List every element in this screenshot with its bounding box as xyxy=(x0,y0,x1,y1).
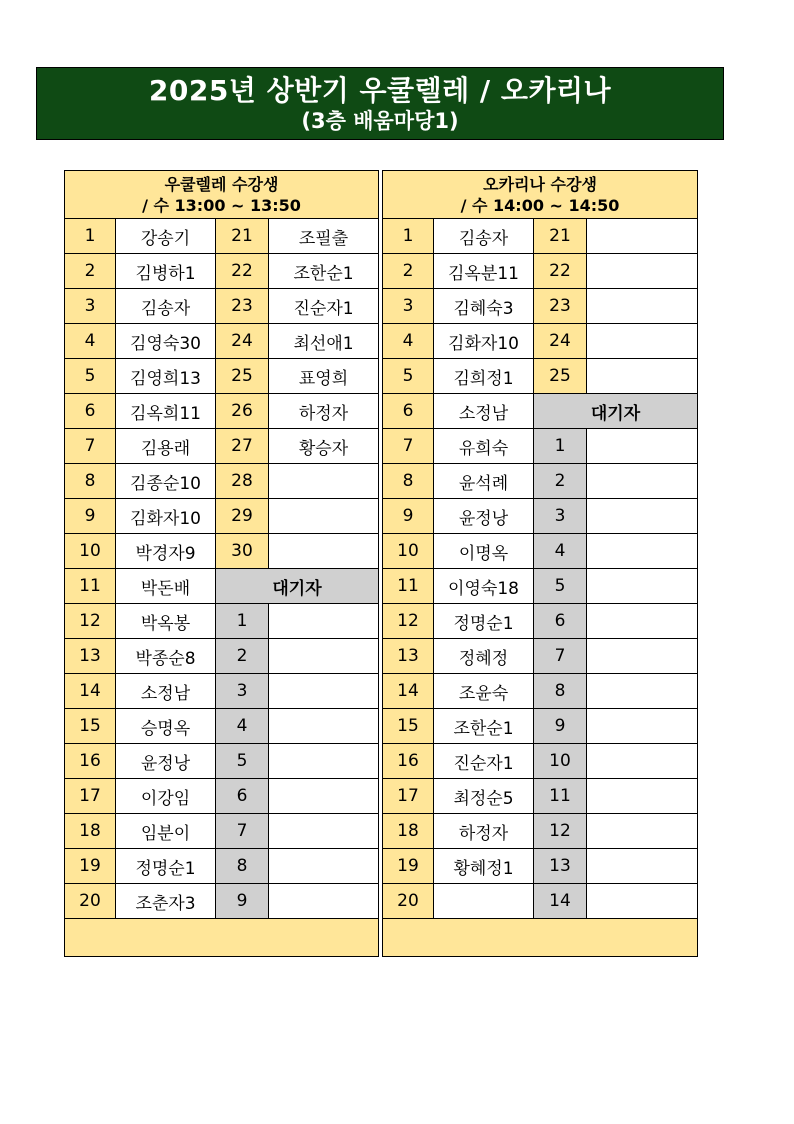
table-row xyxy=(383,219,698,254)
student-name: 최선애1 xyxy=(269,324,379,359)
table-row xyxy=(383,639,698,674)
student-number: 20 xyxy=(65,884,116,919)
student-name: 하정자 xyxy=(434,814,534,849)
student-number: 23 xyxy=(216,289,269,324)
student-name: 김송자 xyxy=(434,219,534,254)
table-footer-row xyxy=(383,919,698,957)
table-header xyxy=(383,171,698,219)
waitlist-number: 4 xyxy=(534,534,587,569)
table-row xyxy=(383,849,698,884)
title-banner xyxy=(36,67,724,140)
table-row xyxy=(65,674,379,709)
waitlist-name xyxy=(587,779,698,814)
student-number: 25 xyxy=(216,359,269,394)
waitlist-name xyxy=(269,709,379,744)
waitlist-number: 6 xyxy=(216,779,269,814)
student-number: 15 xyxy=(383,709,434,744)
waitlist-name xyxy=(587,884,698,919)
table-row xyxy=(383,534,698,569)
waitlist-number: 4 xyxy=(216,709,269,744)
table-row xyxy=(383,254,698,289)
student-name: 황승자 xyxy=(269,429,379,464)
waitlist-number: 7 xyxy=(216,814,269,849)
ukulele-roster-table xyxy=(64,170,379,957)
student-name xyxy=(587,219,698,254)
student-name xyxy=(434,884,534,919)
student-name: 김용래 xyxy=(116,429,216,464)
student-name: 이영숙18 xyxy=(434,569,534,604)
waitlist-number: 13 xyxy=(534,849,587,884)
student-name: 김병하1 xyxy=(116,254,216,289)
student-number: 19 xyxy=(383,849,434,884)
waitlist-name xyxy=(269,674,379,709)
student-name: 소정남 xyxy=(116,674,216,709)
table-row xyxy=(383,324,698,359)
waitlist-name xyxy=(587,744,698,779)
table-row xyxy=(383,884,698,919)
student-name xyxy=(587,359,698,394)
table-row xyxy=(65,394,379,429)
table-row xyxy=(65,464,379,499)
student-number: 7 xyxy=(383,429,434,464)
waitlist-number: 2 xyxy=(216,639,269,674)
student-name: 진순자1 xyxy=(434,744,534,779)
student-number: 2 xyxy=(65,254,116,289)
table-row xyxy=(383,394,698,429)
student-number: 22 xyxy=(534,254,587,289)
student-number: 21 xyxy=(534,219,587,254)
student-name: 조춘자3 xyxy=(116,884,216,919)
waitlist-number: 1 xyxy=(216,604,269,639)
waitlist-name xyxy=(587,674,698,709)
table-row xyxy=(65,604,379,639)
student-name: 조한순1 xyxy=(434,709,534,744)
student-number: 1 xyxy=(383,219,434,254)
waitlist-number: 7 xyxy=(534,639,587,674)
student-name: 박종순8 xyxy=(116,639,216,674)
student-name: 김옥희11 xyxy=(116,394,216,429)
student-name: 김화자10 xyxy=(434,324,534,359)
student-number: 9 xyxy=(65,499,116,534)
table-header xyxy=(65,171,379,219)
ocarina-roster-table xyxy=(382,170,698,957)
student-name: 조윤숙 xyxy=(434,674,534,709)
student-number: 11 xyxy=(383,569,434,604)
student-name: 이강임 xyxy=(116,779,216,814)
waitlist-name xyxy=(587,534,698,569)
table-row xyxy=(383,674,698,709)
table-row xyxy=(65,849,379,884)
waitlist-number: 12 xyxy=(534,814,587,849)
student-name xyxy=(269,464,379,499)
student-name xyxy=(587,324,698,359)
class-schedule: / 수 13:00 ~ 13:50 xyxy=(142,195,301,215)
student-number: 27 xyxy=(216,429,269,464)
student-name: 윤정낭 xyxy=(434,499,534,534)
student-number: 17 xyxy=(383,779,434,814)
student-name: 강송기 xyxy=(116,219,216,254)
student-number: 6 xyxy=(383,394,434,429)
waitlist-name xyxy=(587,849,698,884)
table-row xyxy=(383,289,698,324)
student-number: 7 xyxy=(65,429,116,464)
student-number: 13 xyxy=(383,639,434,674)
table-row xyxy=(383,709,698,744)
table-row xyxy=(65,324,379,359)
student-number: 14 xyxy=(383,674,434,709)
student-name: 정명순1 xyxy=(434,604,534,639)
student-number: 10 xyxy=(383,534,434,569)
student-name: 윤정낭 xyxy=(116,744,216,779)
waitlist-number: 3 xyxy=(534,499,587,534)
table-header-row xyxy=(65,171,379,219)
student-number: 4 xyxy=(65,324,116,359)
student-name: 승명옥 xyxy=(116,709,216,744)
student-number: 23 xyxy=(534,289,587,324)
waitlist-name xyxy=(269,779,379,814)
student-number: 26 xyxy=(216,394,269,429)
table-row xyxy=(65,499,379,534)
student-name: 정혜정 xyxy=(434,639,534,674)
student-name: 박돈배 xyxy=(116,569,216,604)
waitlist-name xyxy=(269,814,379,849)
waitlist-name xyxy=(587,499,698,534)
student-name: 임분이 xyxy=(116,814,216,849)
table-row xyxy=(383,569,698,604)
student-name: 표영희 xyxy=(269,359,379,394)
table-row xyxy=(65,569,379,604)
student-name: 김송자 xyxy=(116,289,216,324)
student-name: 김영숙30 xyxy=(116,324,216,359)
student-number: 3 xyxy=(65,289,116,324)
waitlist-number: 9 xyxy=(534,709,587,744)
table-row xyxy=(65,359,379,394)
table-row xyxy=(65,534,379,569)
waitlist-number: 9 xyxy=(216,884,269,919)
student-number: 25 xyxy=(534,359,587,394)
table-header-row xyxy=(383,171,698,219)
student-name: 황혜정1 xyxy=(434,849,534,884)
waitlist-name xyxy=(587,639,698,674)
table-footer-row xyxy=(65,919,379,957)
student-number: 4 xyxy=(383,324,434,359)
table-row xyxy=(65,429,379,464)
student-name: 김종순10 xyxy=(116,464,216,499)
table-row xyxy=(65,744,379,779)
waitlist-name xyxy=(269,849,379,884)
student-number: 3 xyxy=(383,289,434,324)
student-number: 8 xyxy=(65,464,116,499)
student-name: 김영희13 xyxy=(116,359,216,394)
waitlist-number: 2 xyxy=(534,464,587,499)
waitlist-number: 8 xyxy=(216,849,269,884)
table-row xyxy=(383,814,698,849)
student-number: 2 xyxy=(383,254,434,289)
table-row xyxy=(65,814,379,849)
student-name: 이명옥 xyxy=(434,534,534,569)
waitlist-name xyxy=(269,604,379,639)
student-number: 17 xyxy=(65,779,116,814)
student-name xyxy=(587,254,698,289)
student-number: 1 xyxy=(65,219,116,254)
page-title: 2025년 상반기 우쿨렐레 / 오카리나 xyxy=(148,74,612,107)
footer-cell xyxy=(65,919,379,957)
table-row xyxy=(383,499,698,534)
table-row xyxy=(383,359,698,394)
waitlist-name xyxy=(269,744,379,779)
student-number: 5 xyxy=(65,359,116,394)
student-name: 하정자 xyxy=(269,394,379,429)
waitlist-number: 10 xyxy=(534,744,587,779)
student-name: 김희정1 xyxy=(434,359,534,394)
waitlist-number: 14 xyxy=(534,884,587,919)
waitlist-label: 대기자 xyxy=(534,394,698,429)
class-name: 우쿨렐레 수강생 xyxy=(164,174,279,194)
student-number: 16 xyxy=(383,744,434,779)
student-number: 19 xyxy=(65,849,116,884)
student-number: 21 xyxy=(216,219,269,254)
student-name: 진순자1 xyxy=(269,289,379,324)
student-name: 김혜숙3 xyxy=(434,289,534,324)
student-number: 14 xyxy=(65,674,116,709)
student-name: 조한순1 xyxy=(269,254,379,289)
student-number: 24 xyxy=(534,324,587,359)
student-number: 11 xyxy=(65,569,116,604)
student-name: 김옥분11 xyxy=(434,254,534,289)
student-number: 12 xyxy=(65,604,116,639)
footer-cell xyxy=(383,919,698,957)
student-name: 조필출 xyxy=(269,219,379,254)
student-number: 15 xyxy=(65,709,116,744)
student-number: 30 xyxy=(216,534,269,569)
waitlist-number: 1 xyxy=(534,429,587,464)
waitlist-name xyxy=(587,814,698,849)
waitlist-name xyxy=(269,639,379,674)
table-row xyxy=(383,744,698,779)
table-row xyxy=(65,779,379,814)
waitlist-number: 5 xyxy=(216,744,269,779)
waitlist-name xyxy=(587,464,698,499)
class-schedule: / 수 14:00 ~ 14:50 xyxy=(460,195,620,215)
table-row xyxy=(383,779,698,814)
waitlist-name xyxy=(587,604,698,639)
table-row xyxy=(65,639,379,674)
student-number: 12 xyxy=(383,604,434,639)
waitlist-number: 3 xyxy=(216,674,269,709)
student-number: 13 xyxy=(65,639,116,674)
table-row xyxy=(65,254,379,289)
student-number: 16 xyxy=(65,744,116,779)
student-name: 박옥봉 xyxy=(116,604,216,639)
student-number: 22 xyxy=(216,254,269,289)
student-number: 20 xyxy=(383,884,434,919)
waitlist-number: 5 xyxy=(534,569,587,604)
waitlist-name xyxy=(587,429,698,464)
student-number: 9 xyxy=(383,499,434,534)
waitlist-number: 8 xyxy=(534,674,587,709)
student-number: 5 xyxy=(383,359,434,394)
class-name: 오카리나 수강생 xyxy=(483,174,597,194)
student-name: 김화자10 xyxy=(116,499,216,534)
table-row xyxy=(383,604,698,639)
student-number: 18 xyxy=(65,814,116,849)
student-number: 6 xyxy=(65,394,116,429)
waitlist-number: 6 xyxy=(534,604,587,639)
student-number: 24 xyxy=(216,324,269,359)
student-number: 29 xyxy=(216,499,269,534)
student-name: 소정남 xyxy=(434,394,534,429)
table-row xyxy=(65,884,379,919)
page-subtitle: (3층 배움마당1) xyxy=(301,109,459,133)
student-number: 8 xyxy=(383,464,434,499)
student-name xyxy=(269,534,379,569)
student-name: 박경자9 xyxy=(116,534,216,569)
student-number: 10 xyxy=(65,534,116,569)
table-row xyxy=(383,464,698,499)
table-row xyxy=(65,219,379,254)
student-name: 윤석례 xyxy=(434,464,534,499)
table-row xyxy=(65,289,379,324)
student-number: 28 xyxy=(216,464,269,499)
waitlist-label: 대기자 xyxy=(216,569,379,604)
student-name: 정명순1 xyxy=(116,849,216,884)
table-row xyxy=(65,709,379,744)
waitlist-name xyxy=(587,709,698,744)
student-number: 18 xyxy=(383,814,434,849)
waitlist-name xyxy=(587,569,698,604)
student-name: 유희숙 xyxy=(434,429,534,464)
student-name xyxy=(269,499,379,534)
table-row xyxy=(383,429,698,464)
student-name xyxy=(587,289,698,324)
waitlist-name xyxy=(269,884,379,919)
waitlist-number: 11 xyxy=(534,779,587,814)
student-name: 최정순5 xyxy=(434,779,534,814)
